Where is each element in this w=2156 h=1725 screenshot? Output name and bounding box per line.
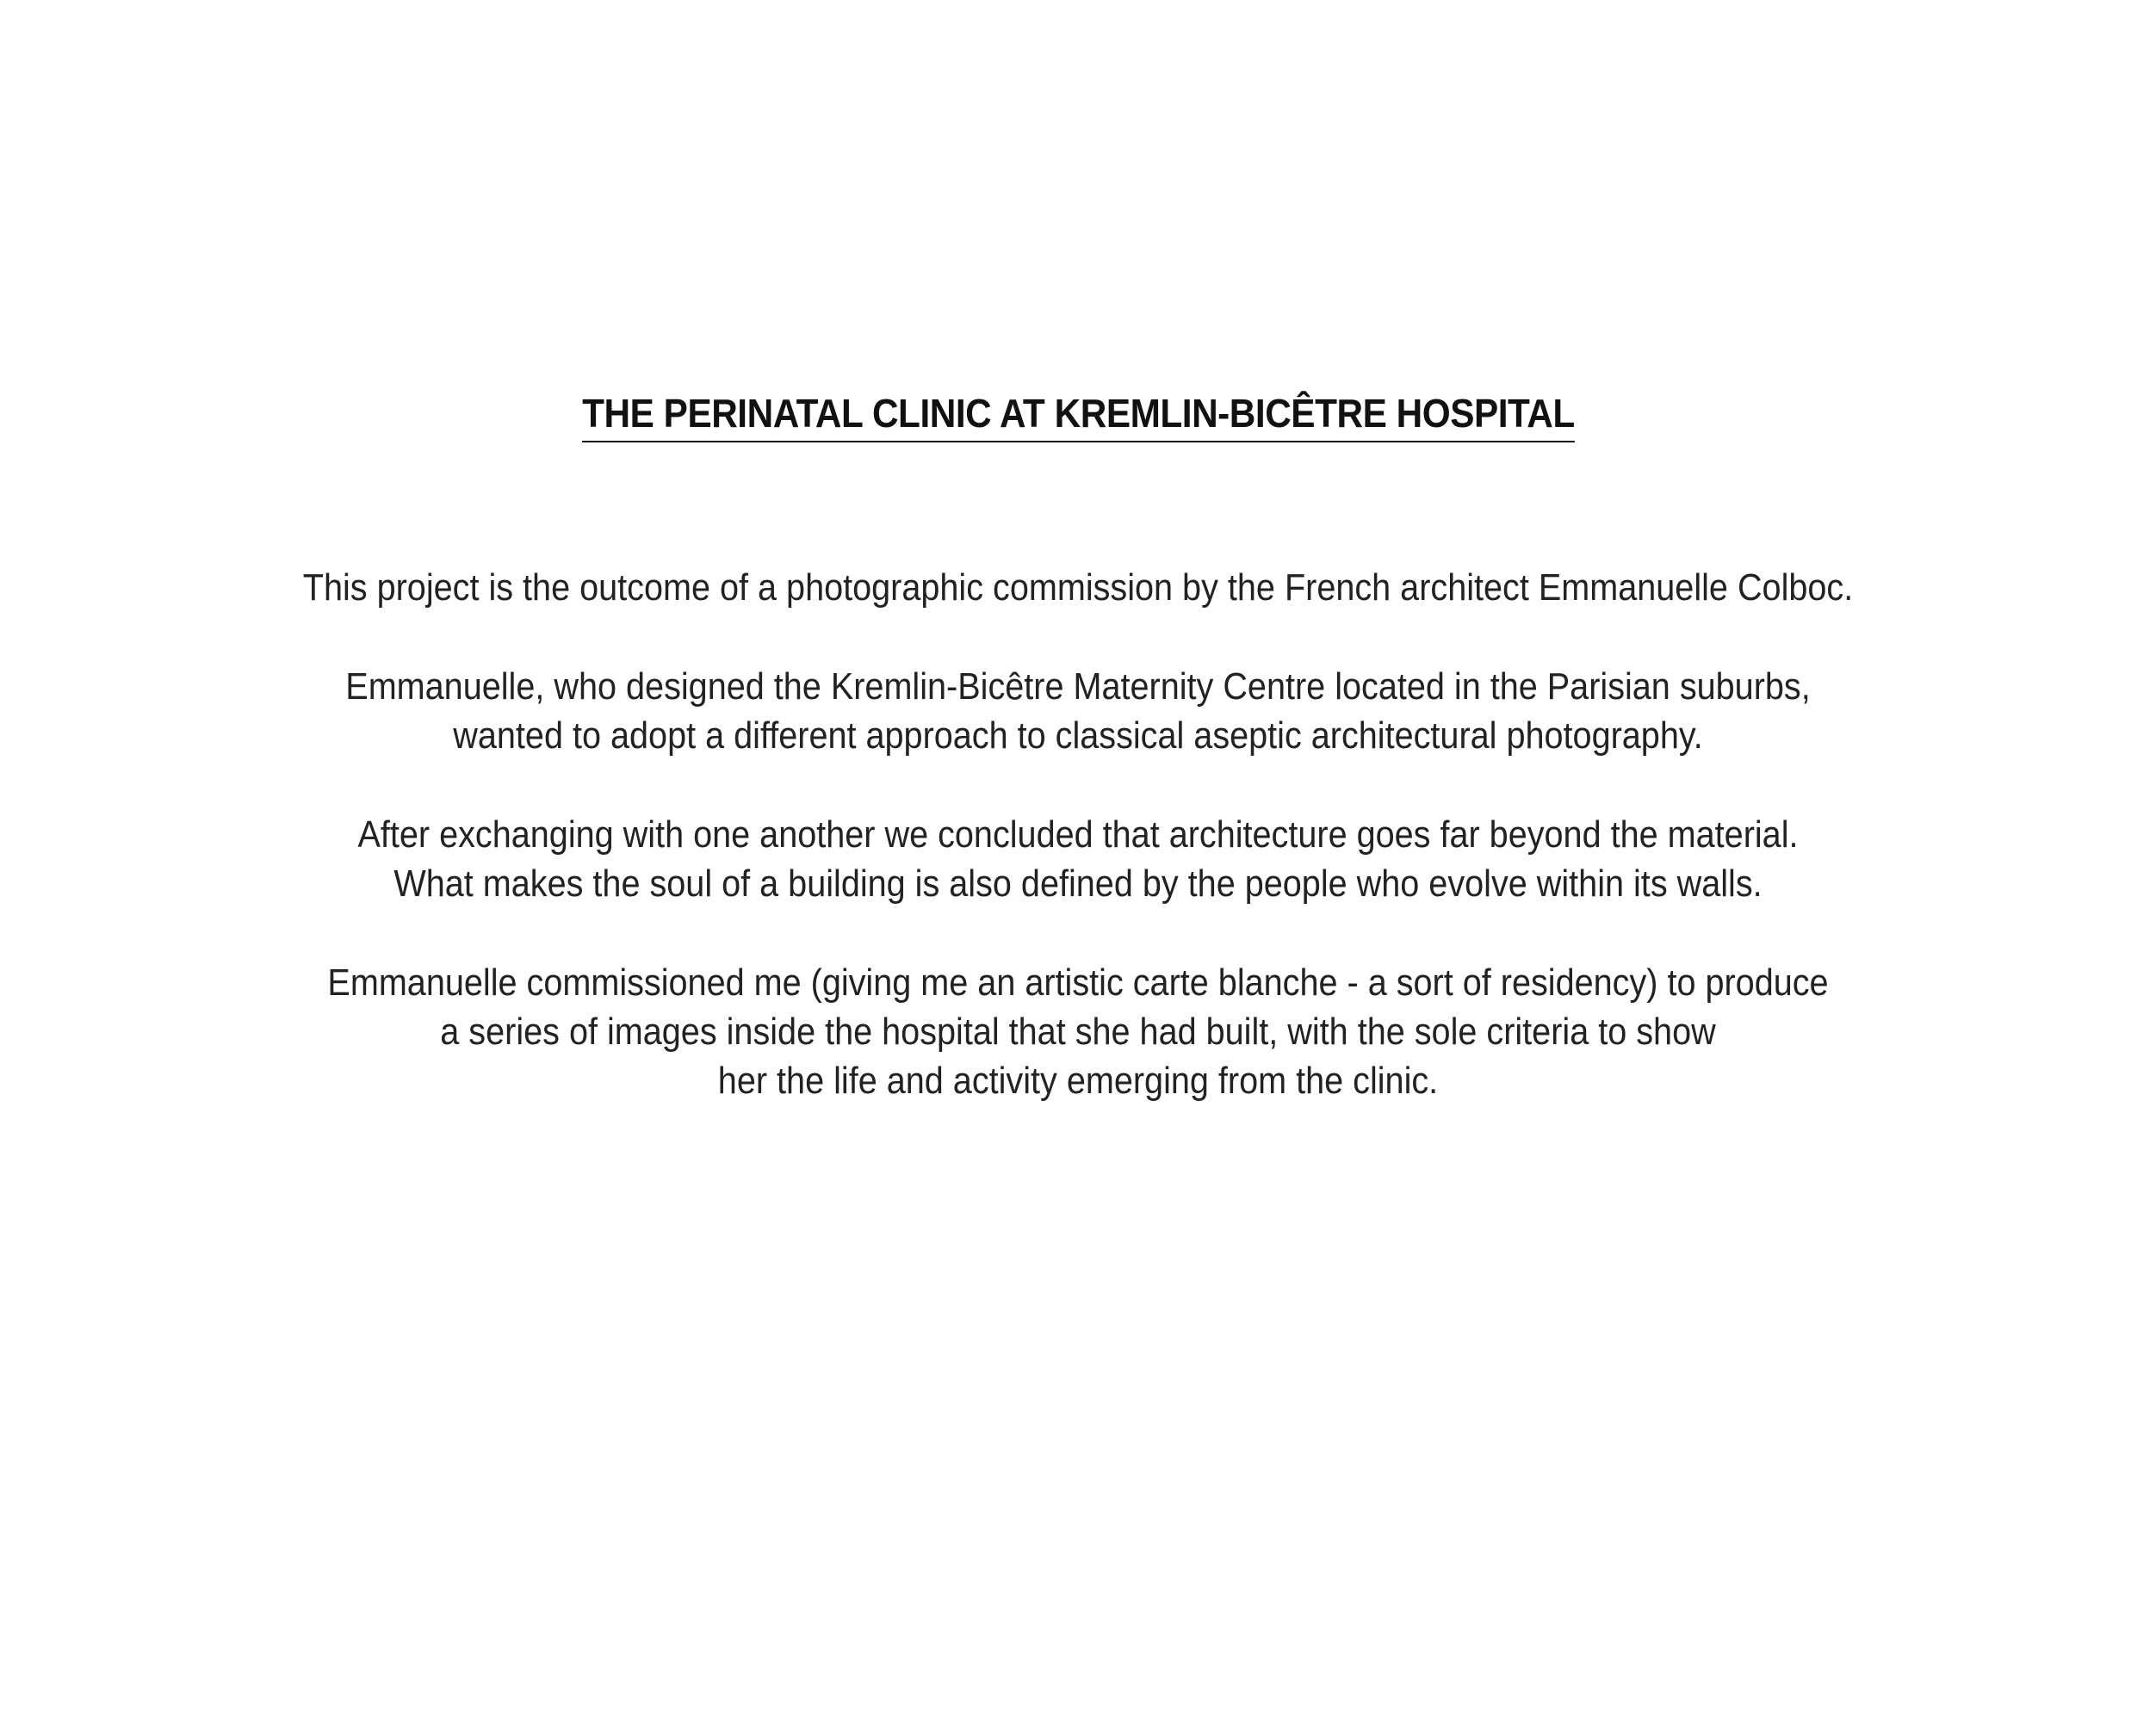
- title-container: [0, 389, 2156, 442]
- paragraph-line: Emmanuelle, who designed the Kremlin-Bicêtre Maternity Centre located in the Parisian suburbs,: [345, 665, 1811, 708]
- paragraph-line: What makes the soul of a building is also defined by the people who evolve within its walls.: [393, 862, 1763, 905]
- paragraph-concept: [263, 810, 1893, 908]
- paragraph-line: her the life and activity emerging from the clinic.: [717, 1060, 1439, 1102]
- paragraph-line: This project is the outcome of a photographic commission by the French architect Emmanuelle Colboc.: [302, 566, 1854, 609]
- paragraph-line: Emmanuelle commissioned me (giving me an artistic carte blanche - a sort of residency) to produce: [327, 961, 1829, 1004]
- paragraph-line: a series of images inside the hospital that she had built, with the sole criteria to show: [440, 1011, 1716, 1053]
- paragraph-commission: [263, 958, 1893, 1105]
- page-title: THE PERINATAL CLINIC AT KREMLIN-BICÊTRE HOSPITAL: [582, 389, 1575, 442]
- paragraph-architect: [263, 662, 1893, 760]
- paragraph-intro: [263, 563, 1893, 612]
- paragraph-line: After exchanging with one another we concluded that architecture goes far beyond the material.: [357, 813, 1799, 856]
- body-text: [172, 563, 1984, 1155]
- paragraph-line: wanted to adopt a different approach to classical aseptic architectural photography.: [453, 714, 1703, 757]
